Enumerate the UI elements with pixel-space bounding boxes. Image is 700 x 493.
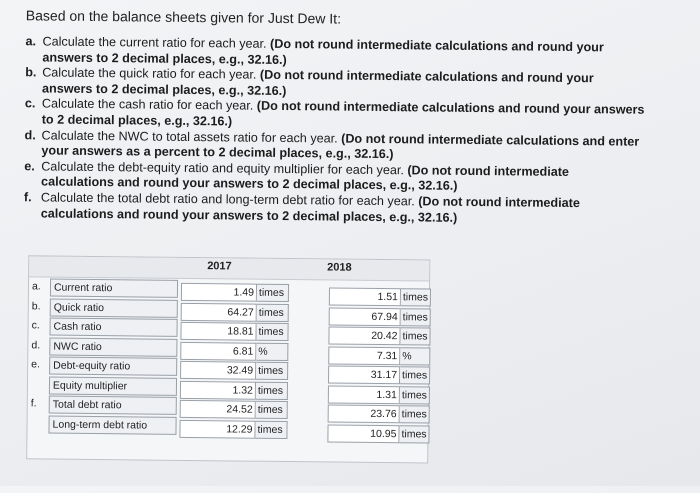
row-letter: d. xyxy=(31,339,47,351)
row-label: Cash ratio xyxy=(49,318,177,337)
answer-2018-input[interactable]: 20.42 xyxy=(328,326,400,345)
row-letter: e. xyxy=(31,358,47,370)
question-letter: f. xyxy=(24,190,41,221)
unit-2018-label: times xyxy=(400,405,430,423)
answer-2018-input[interactable]: 10.95 xyxy=(327,424,399,443)
unit-2017-label: times xyxy=(255,420,287,438)
question-text: Calculate the current ratio for each year. xyxy=(42,34,270,50)
answer-2018-input[interactable]: 31.17 xyxy=(328,365,400,384)
row-letter: a. xyxy=(32,280,48,292)
question-instruction: (Do not round intermediate calculations and round your answers to 2 decimal places, e.g., 32.16.) xyxy=(41,163,569,193)
question-f xyxy=(24,190,644,228)
unit-2018-label: times xyxy=(400,386,430,404)
question-instruction: (Do not round intermediate calculations and round your answers to 2 decimal places, e.g., 32.16.) xyxy=(42,68,594,98)
answer-2018-input[interactable]: 67.94 xyxy=(329,307,401,326)
answer-2017-input[interactable]: 18.81 xyxy=(180,322,256,341)
question-letter: c. xyxy=(25,97,42,128)
unit-2017-label: times xyxy=(256,381,288,399)
question-list xyxy=(24,34,646,228)
unit-2017-label: times xyxy=(256,401,288,419)
row-label: Long-term debt ratio xyxy=(48,415,176,434)
question-text: Calculate the cash ratio for each year. xyxy=(42,97,257,113)
answer-2017-input[interactable]: 1.49 xyxy=(181,283,257,302)
row-letter: c. xyxy=(32,319,48,331)
unit-2017-label: % xyxy=(256,342,288,360)
row-letter: f. xyxy=(31,397,47,409)
intro-text: Based on the balance sheets given for Just Dew It: xyxy=(26,7,341,26)
unit-2017-label: times xyxy=(256,323,288,341)
answer-2017-input[interactable]: 1.32 xyxy=(180,380,256,399)
question-letter: e. xyxy=(24,159,41,190)
answer-2017-input[interactable]: 32.49 xyxy=(180,361,256,380)
unit-2017-label: times xyxy=(256,362,288,380)
row-label: NWC ratio xyxy=(49,337,177,356)
answer-2018-input[interactable]: 1.31 xyxy=(328,385,400,404)
unit-2017-label: times xyxy=(257,303,289,321)
question-text: Calculate the total debt ratio and long-term debt ratio for each year. xyxy=(41,190,418,208)
question-instruction: (Do not round intermediate calculations and round your answers to 2 decimal places, e.g., 32.16.) xyxy=(41,194,580,224)
answer-table xyxy=(26,255,430,463)
question-letter: a. xyxy=(25,34,42,65)
year-2018-header: 2018 xyxy=(327,261,352,273)
answer-2017-input[interactable]: 12.29 xyxy=(179,419,255,438)
question-instruction: (Do not round intermediate calculations and round your answers to 2 decimal places, e.g., 32.16.) xyxy=(42,37,604,67)
row-label: Equity multiplier xyxy=(49,376,177,395)
answer-2017-input[interactable]: 64.27 xyxy=(181,302,257,321)
row-letter: b. xyxy=(32,300,48,312)
answer-2017-input[interactable]: 24.52 xyxy=(180,400,256,419)
question-instruction: (Do not round intermediate calculations and round your answers to 2 decimal places, e.g., 32.16.) xyxy=(42,99,645,128)
question-letter: b. xyxy=(25,65,42,96)
unit-2017-label: times xyxy=(257,284,289,302)
answer-2018-input[interactable]: 23.76 xyxy=(328,404,400,423)
answer-2018-input[interactable]: 1.51 xyxy=(329,287,401,306)
unit-2018-label: times xyxy=(399,425,429,443)
unit-2018-label: times xyxy=(401,308,431,326)
unit-2018-label: times xyxy=(400,366,430,384)
unit-2018-label: times xyxy=(400,327,430,345)
row-label: Current ratio xyxy=(50,279,178,298)
question-letter: d. xyxy=(24,128,41,159)
row-label: Quick ratio xyxy=(50,298,178,317)
row-label: Debt-equity ratio xyxy=(49,357,177,376)
question-text: Calculate the quick ratio for each year. xyxy=(42,66,260,82)
year-2017-header: 2017 xyxy=(207,260,232,272)
answer-2017-input[interactable]: 6.81 xyxy=(180,341,256,360)
question-text: Calculate the debt-equity ratio and equity multiplier for each year. xyxy=(41,159,407,177)
unit-2018-label: times xyxy=(401,288,431,306)
question-text: Calculate the NWC to total assets ratio for each year. xyxy=(42,128,342,145)
question-instruction: (Do not round intermediate calculations and enter your answers as a percent to 2 decimal places, e.g., 32.16.) xyxy=(41,131,639,161)
answer-2018-input[interactable]: 7.31 xyxy=(328,346,400,365)
unit-2018-label: % xyxy=(400,347,430,365)
row-label: Total debt ratio xyxy=(49,396,177,415)
